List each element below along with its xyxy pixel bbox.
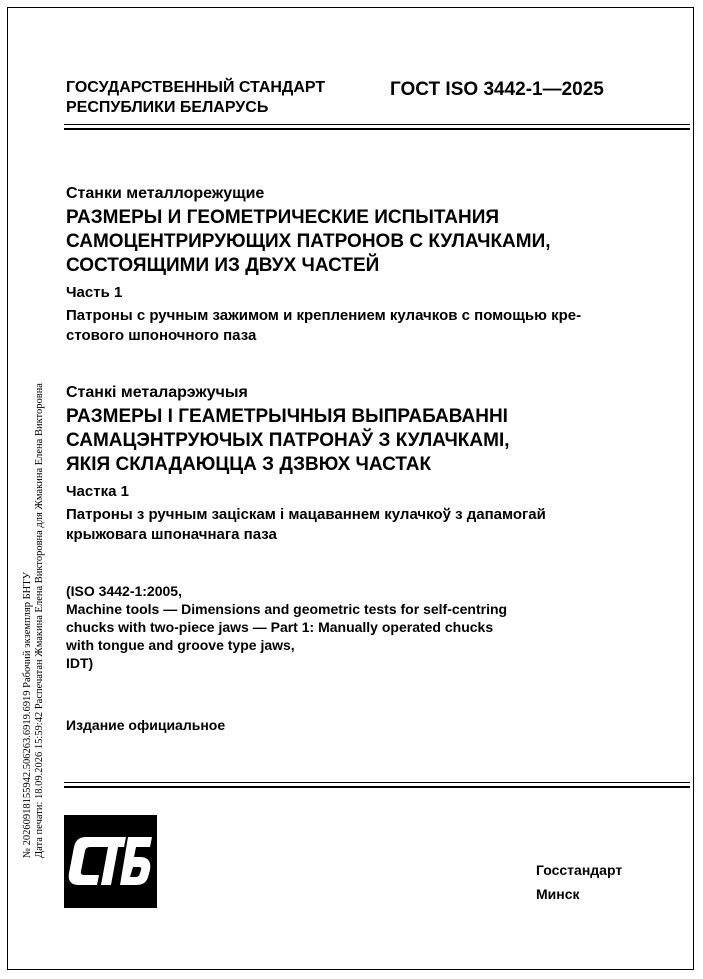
ru-part-description-line1: Патроны с ручным зажимом и креплением кулачков с помощью кре- (66, 307, 582, 324)
header-rule-thin (64, 124, 690, 125)
be-part-description-line2: крыжовага шпоначнага паза (66, 526, 277, 543)
ru-title-line3: СОСТОЯЩИМИ ИЗ ДВУХ ЧАСТЕЙ (66, 255, 380, 276)
publisher-block (536, 858, 622, 906)
publisher-city: Минск (536, 886, 580, 902)
be-part-description-line1: Патроны з ручным заціскам і мацаваннем кулачкоў з дапамогай (66, 506, 546, 523)
issuing-authority-line1: ГОСУДАРСТВЕННЫЙ СТАНДАРТ (66, 79, 326, 96)
publisher-name: Госстандарт (536, 862, 623, 878)
print-stamp-line1: № 20260918155942.506263.6919.6919 Рабочий экземпляр БНТУ (22, 571, 33, 858)
be-title-line2: САМАЦЭНТРУЮЧЫХ ПАТРОНАЎ З КУЛАЧКАМІ, (66, 430, 510, 451)
iso-reference-line4: with tongue and groove type jaws, (66, 637, 295, 653)
standard-designation: ГОСТ ISO 3442-1—2025 (390, 79, 604, 100)
iso-reference-line5: IDT) (66, 655, 94, 671)
footer-rule-thin (64, 782, 690, 783)
iso-reference-line1: (ISO 3442-1:2005, (66, 583, 182, 599)
ru-part-number: Часть 1 (66, 284, 123, 301)
ru-part-description-line2: стового шпоночного паза (66, 327, 257, 344)
footer-rule-thick (64, 786, 690, 788)
be-part-number: Частка 1 (66, 483, 129, 500)
be-title (66, 405, 666, 477)
be-title-line3: ЯКІЯ СКЛАДАЮЦЦА З ДЗВЮХ ЧАСТАК (66, 454, 432, 475)
header-rule-thick (64, 128, 690, 130)
iso-reference-line2: Machine tools — Dimensions and geometric tests for self-centring (66, 601, 508, 617)
ru-title-line2: САМОЦЕНТРИРУЮЩИХ ПАТРОНОВ С КУЛАЧКАМИ, (66, 231, 551, 252)
ru-title-line1: РАЗМЕРЫ И ГЕОМЕТРИЧЕСКИЕ ИСПЫТАНИЯ (66, 207, 500, 228)
ru-part-description (66, 306, 666, 346)
be-part-description (66, 505, 666, 545)
edition-label: Издание официальное (66, 717, 226, 733)
ru-title (66, 206, 666, 278)
print-stamp (22, 258, 46, 858)
title-block-russian (66, 184, 666, 346)
iso-reference-line3: chucks with two-piece jaws — Part 1: Manually operated chucks (66, 619, 494, 635)
issuing-authority (66, 78, 325, 118)
title-block-belarusian (66, 383, 666, 545)
iso-reference (66, 582, 507, 672)
ru-subtitle: Станки металлорежущие (66, 185, 265, 202)
be-title-line1: РАЗМЕРЫ І ГЕАМЕТРЫЧНЫЯ ВЫПРАБАВАННІ (66, 406, 508, 427)
be-subtitle: Станкі металарэжучыя (66, 384, 248, 401)
issuing-authority-line2: РЕСПУБЛИКИ БЕЛАРУСЬ (66, 99, 269, 116)
print-stamp-line2: Дата печати: 18.09.2026 15:59:42 Распечатан Жмакина Елена Викторовна для Жмакина Елена Викторовна (34, 383, 45, 858)
gosstandart-logo-icon (64, 815, 157, 908)
